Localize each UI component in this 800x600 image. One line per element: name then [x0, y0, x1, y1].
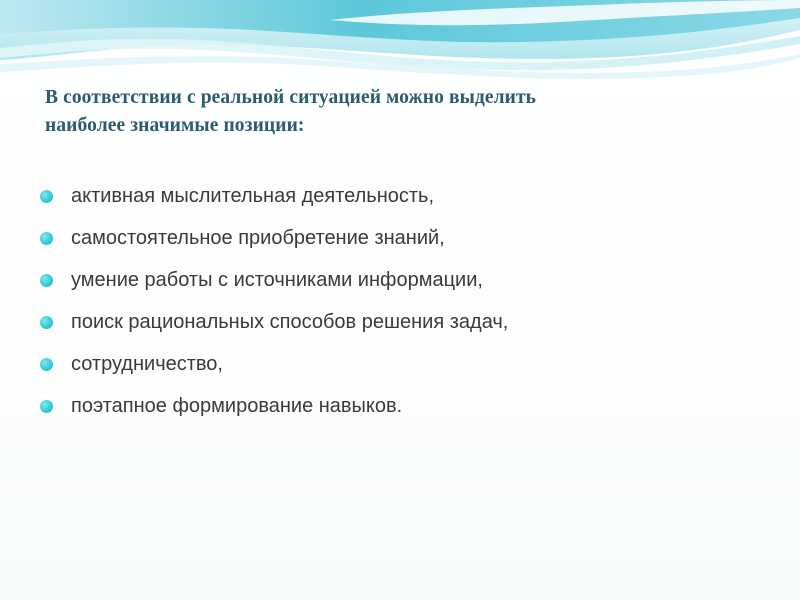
slide-title: [45, 84, 765, 140]
slide-title-line-2: наиболее значимые позиции:: [45, 115, 305, 136]
bullet-text: поэтапное формирование навыков.: [71, 394, 403, 417]
bullet-text: сотрудничество,: [71, 352, 223, 375]
circle-bullet-icon: [40, 232, 53, 245]
bullet-text: умение работы с источниками информации,: [71, 268, 483, 291]
bullet-text: поиск рациональных способов решения задач,: [71, 310, 509, 333]
bullet-text: активная мыслительная деятельность,: [71, 184, 435, 207]
bullet-list: [40, 175, 780, 427]
bullet-item: [40, 259, 780, 301]
circle-bullet-icon: [40, 274, 53, 287]
wave-header-decoration: [0, 0, 800, 90]
bullet-text: самостоятельное приобретение знаний,: [71, 226, 445, 249]
bullet-item: [40, 175, 780, 217]
bullet-item: [40, 385, 780, 427]
slide-title-line-1: В соответствии с реальной ситуацией можно выделить: [45, 87, 537, 108]
circle-bullet-icon: [40, 316, 53, 329]
bullet-item: [40, 301, 780, 343]
bullet-item: [40, 343, 780, 385]
bullet-item: [40, 217, 780, 259]
circle-bullet-icon: [40, 358, 53, 371]
circle-bullet-icon: [40, 190, 53, 203]
circle-bullet-icon: [40, 400, 53, 413]
